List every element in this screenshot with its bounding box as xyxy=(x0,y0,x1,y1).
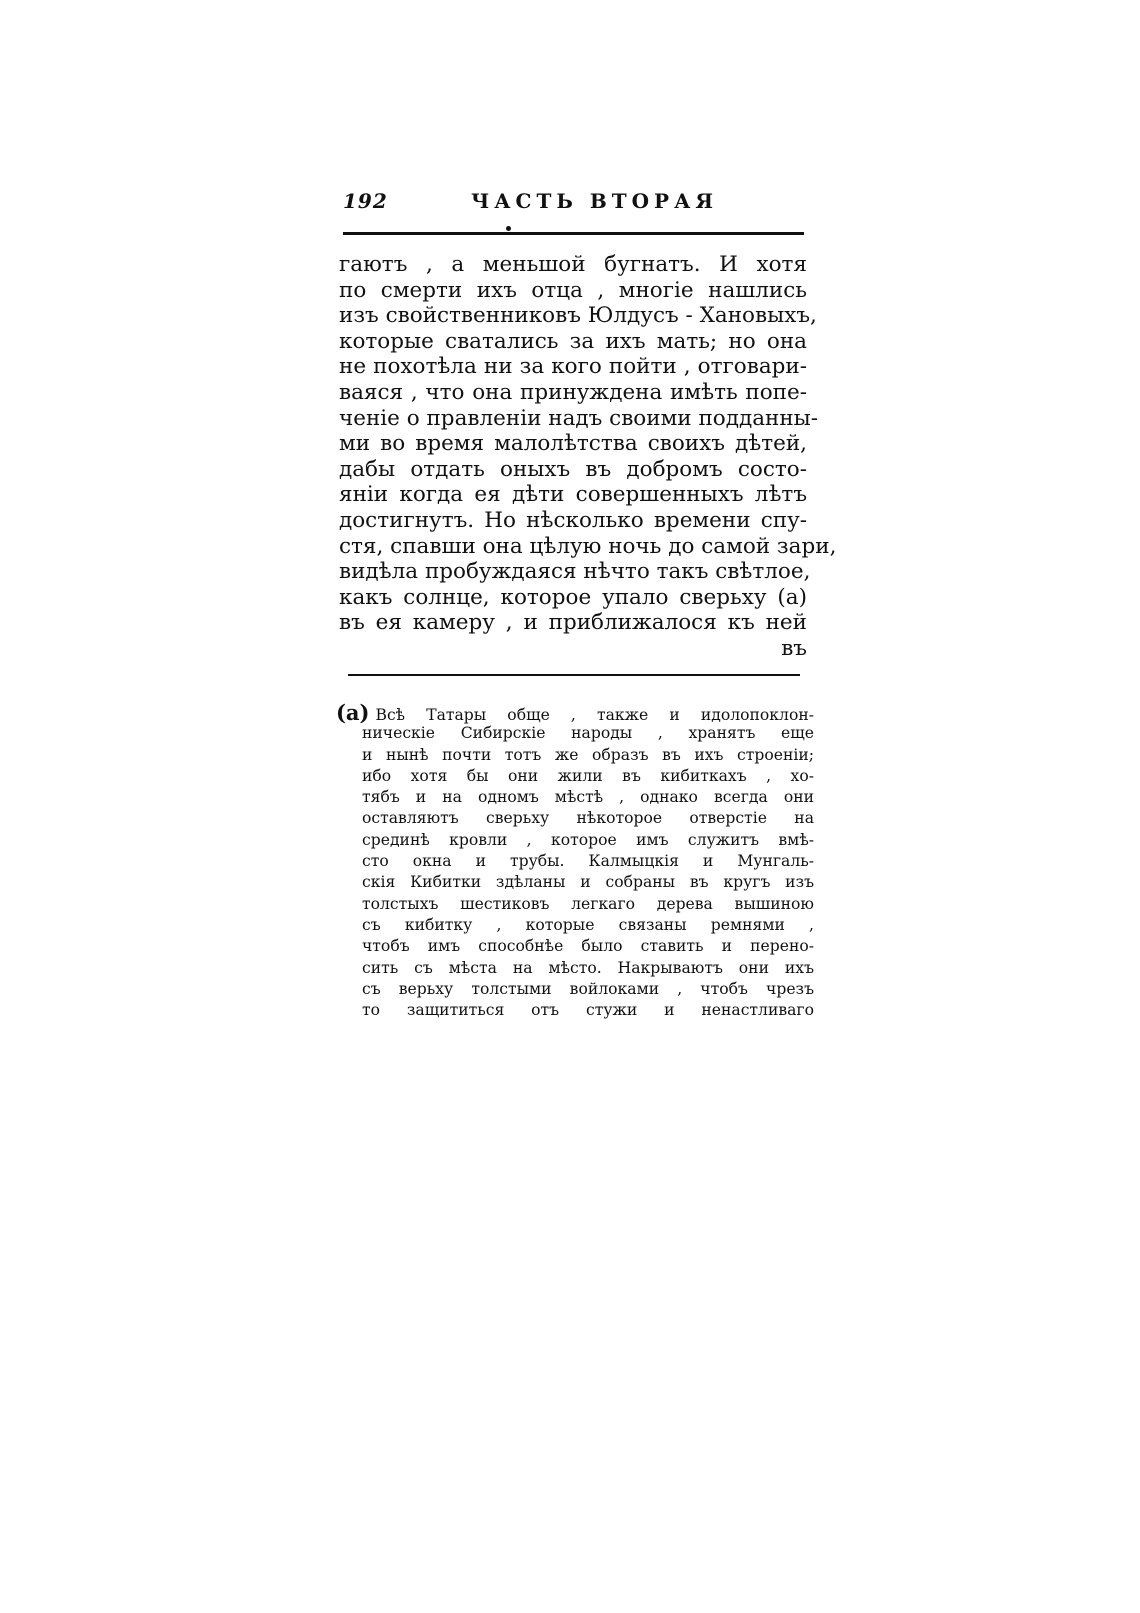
page-header xyxy=(343,189,803,219)
footnote-line: срединѣ кровли , которое имъ служитъ вмѣ- xyxy=(362,830,814,849)
header-rule xyxy=(343,232,804,235)
main-text-line: видѣла пробуждаяся нѣчто такъ свѣтлое, xyxy=(339,559,811,585)
catchword: въ xyxy=(781,635,807,661)
footnote-line: ибо хотя бы они жили въ кибиткахъ , хо- xyxy=(362,766,814,785)
main-text-line: изъ свойственниковъ Юлдусъ - Хановыхъ, xyxy=(339,303,817,329)
footnote-line: то защититься отъ стужи и ненастливаго xyxy=(362,1001,814,1020)
main-text-line: стя, спавши она цѣлую ночь до самой зари, xyxy=(339,533,837,559)
footnote-line: скія Кибитки здѣланы и собраны въ кругъ изъ xyxy=(362,873,814,892)
footnote-line-text: Всѣ Татары обще , также и идолопоклон- xyxy=(375,706,814,724)
footnote-rule xyxy=(348,674,800,676)
main-text-line: которые сватались за ихъ мать; но она xyxy=(339,328,807,354)
running-head: ЧАСТЬ ВТОРАЯ xyxy=(471,189,718,213)
header-ornament-dot xyxy=(506,226,511,231)
footnote-line: сто окна и трубы. Калмыцкія и Мунгаль- xyxy=(362,852,814,871)
footnote-marker: (а) xyxy=(336,700,370,725)
footnote-line: чтобъ имъ способнѣе было ставить и перено- xyxy=(362,937,814,956)
footnote-line: ническіе Сибирскіе народы , хранятъ еще xyxy=(362,724,814,743)
footnote-line: сить съ мѣста на мѣсто. Накрываютъ они ихъ xyxy=(362,958,814,977)
main-text-line: ми во время малолѣтства своихъ дѣтей, xyxy=(339,431,807,457)
main-text-line: дабы отдать оныхъ въ добромъ состо- xyxy=(339,456,807,482)
main-text-line: достигнутъ. Но нѣсколько времени спу- xyxy=(339,507,807,533)
footnote-line: и нынѣ почти тотъ же образъ въ ихъ строеніи; xyxy=(362,745,814,764)
main-text-line: не похотѣла ни за кого пойти , отговари- xyxy=(339,354,807,380)
main-text-line: гаютъ , а меньшой бугнатъ. И хотя xyxy=(339,252,807,277)
footnote-line: толстыхъ шестиковъ легкаго дерева вышиною xyxy=(362,894,814,913)
page-number: 192 xyxy=(343,189,388,213)
main-text-line: ваяся , что она принуждена имѣть попе- xyxy=(339,379,807,405)
footnote-block xyxy=(336,702,814,1021)
main-text-line: какъ солнце, которое упало сверьху (а) xyxy=(339,584,807,610)
footnote-line xyxy=(336,702,814,723)
footnote-line: съ кибитку , которые связаны ремнями , xyxy=(362,915,814,934)
footnote-line: оставляютъ сверьху нѣкоторое отверстіе на xyxy=(362,809,814,828)
main-text-line: по смерти ихъ отца , многіе нашлись xyxy=(339,277,807,303)
main-text-block xyxy=(339,252,837,662)
footnote-line: тябъ и на одномъ мѣстѣ , однако всегда они xyxy=(362,788,814,807)
main-text-line: ченіе о правленіи надъ своими подданны- xyxy=(339,405,819,431)
main-text-line: въ ея камеру , и приближалося къ ней xyxy=(339,610,807,636)
footnote-line: съ верьху толстыми войлоками , чтобъ чрезъ xyxy=(362,979,814,998)
main-text-line: яніи когда ея дѣти совершенныхъ лѣтъ xyxy=(339,482,807,508)
